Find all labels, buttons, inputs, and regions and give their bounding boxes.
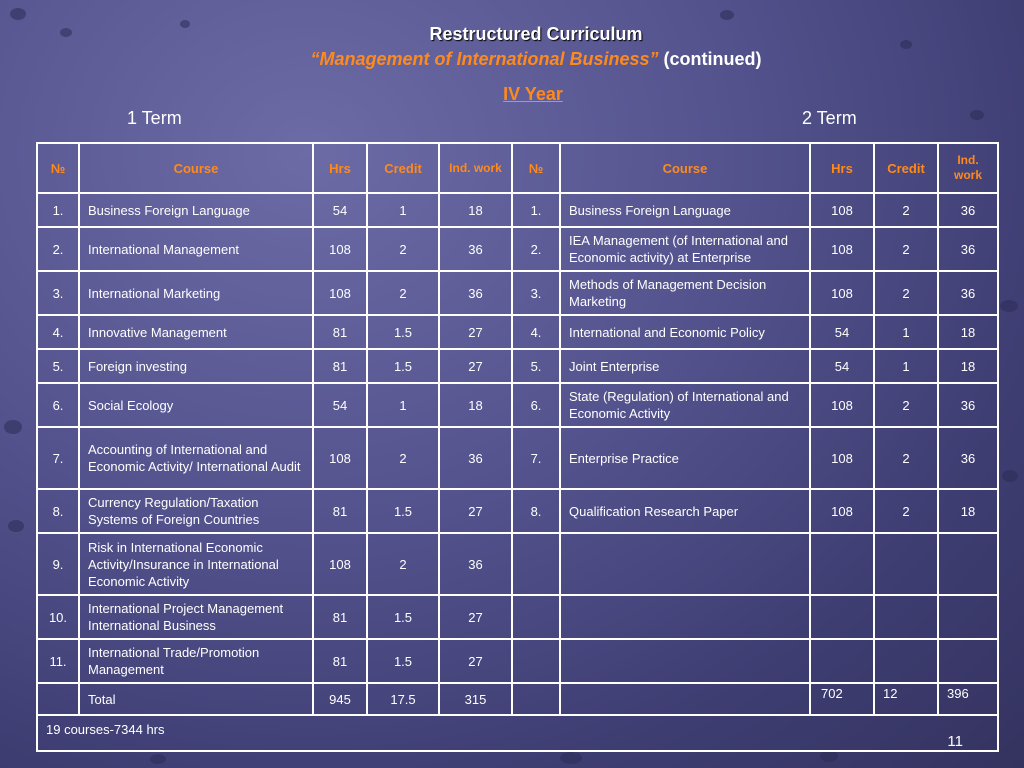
ind-work: 27 [439,489,512,533]
total-hrs-term2: 702 [810,683,874,715]
credit: 1.5 [367,489,439,533]
table-header-row [37,143,998,193]
credit: 1.5 [367,349,439,383]
hours: 108 [313,227,367,271]
course-name: IEA Management (of International and Economic activity) at Enterprise [560,227,810,271]
credit: 2 [367,427,439,489]
ind-work: 36 [938,427,998,489]
slide-title: Restructured Curriculum [429,24,643,44]
credit: 2 [874,193,938,227]
row-number [512,639,560,683]
credit: 1 [367,383,439,427]
total-cell [560,683,810,715]
col-header-hrs: Hrs [810,143,874,193]
course-name: International Management [79,227,313,271]
credit: 2 [874,427,938,489]
table-row [37,227,998,271]
ind-work: 27 [439,349,512,383]
hours: 108 [810,427,874,489]
ind-work: 27 [439,639,512,683]
hours [810,639,874,683]
row-number: 5. [37,349,79,383]
slide-subtitle [0,49,1024,70]
credit: 1 [874,349,938,383]
curriculum-table [36,142,999,752]
hours: 54 [313,383,367,427]
ind-work: 18 [938,489,998,533]
credit: 1.5 [367,639,439,683]
credit: 2 [874,489,938,533]
course-name [560,639,810,683]
credit: 2 [367,227,439,271]
course-name: International and Economic Policy [560,315,810,349]
course-name: Currency Regulation/Taxation Systems of Foreign Countries [79,489,313,533]
credit: 2 [874,227,938,271]
course-name: Qualification Research Paper [560,489,810,533]
col-header-course: Course [79,143,313,193]
course-name [560,533,810,595]
table-row [37,349,998,383]
row-number: 1. [512,193,560,227]
row-number: 4. [37,315,79,349]
row-number: 6. [512,383,560,427]
year-heading: IV Year [503,84,563,104]
ind-work: 27 [439,595,512,639]
table-row [37,533,998,595]
ind-work: 36 [439,427,512,489]
hours: 54 [313,193,367,227]
table-row [37,271,998,315]
hours: 81 [313,349,367,383]
table-row [37,427,998,489]
col-header-credit: Credit [367,143,439,193]
hours [810,533,874,595]
course-name: Foreign investing [79,349,313,383]
col-header-number: № [512,143,560,193]
row-number: 2. [512,227,560,271]
col-header-ind-work: Ind. work [938,143,998,193]
term1-heading: 1 Term [127,108,182,128]
ind-work [938,533,998,595]
col-header-number: № [37,143,79,193]
total-work-term1: 315 [439,683,512,715]
program-name: “Management of International Business” [310,49,659,69]
hours: 108 [313,271,367,315]
credit: 2 [874,271,938,315]
table-row [37,315,998,349]
hours [810,595,874,639]
hours: 108 [810,227,874,271]
ind-work: 27 [439,315,512,349]
total-label: Total [79,683,313,715]
row-number: 7. [37,427,79,489]
row-number: 7. [512,427,560,489]
total-cell [37,683,79,715]
col-header-hrs: Hrs [313,143,367,193]
course-name: Methods of Management Decision Marketing [560,271,810,315]
course-summary: 19 courses-7344 hrs [46,722,165,737]
course-name: State (Regulation) of International and Economic Activity [560,383,810,427]
row-number: 5. [512,349,560,383]
hours: 81 [313,595,367,639]
term2-heading: 2 Term [802,108,857,128]
course-name: International Marketing [79,271,313,315]
row-number: 1. [37,193,79,227]
row-number: 6. [37,383,79,427]
credit [874,639,938,683]
credit: 1.5 [367,315,439,349]
hours: 108 [810,489,874,533]
col-header-credit: Credit [874,143,938,193]
ind-work: 36 [439,533,512,595]
total-credit-term2: 12 [874,683,938,715]
course-name [560,595,810,639]
course-name: Business Foreign Language [79,193,313,227]
row-number: 11. [37,639,79,683]
footer-cell [37,715,998,751]
ind-work: 18 [439,193,512,227]
ind-work: 18 [439,383,512,427]
ind-work: 36 [938,383,998,427]
ind-work [938,595,998,639]
course-name: Social Ecology [79,383,313,427]
credit: 1 [874,315,938,349]
row-number: 3. [512,271,560,315]
credit: 2 [874,383,938,427]
row-number [512,595,560,639]
page-number: 11 [947,733,963,750]
col-header-ind-work: Ind. work [439,143,512,193]
hours: 54 [810,349,874,383]
hours: 108 [810,193,874,227]
row-number: 8. [37,489,79,533]
hours: 54 [810,315,874,349]
credit [874,533,938,595]
table-row [37,193,998,227]
hours: 81 [313,639,367,683]
credit: 1.5 [367,595,439,639]
table-row [37,639,998,683]
credit: 2 [367,271,439,315]
course-name: Risk in International Economic Activity/Insurance in International Economic Activity [79,533,313,595]
ind-work: 36 [938,271,998,315]
total-credit-term1: 17.5 [367,683,439,715]
ind-work: 36 [439,271,512,315]
row-number [512,533,560,595]
course-name: International Trade/Promotion Management [79,639,313,683]
total-cell [512,683,560,715]
ind-work: 18 [938,349,998,383]
credit: 2 [367,533,439,595]
course-name: International Project Management International Business [79,595,313,639]
total-hrs-term1: 945 [313,683,367,715]
row-number: 3. [37,271,79,315]
hours: 108 [313,427,367,489]
hours: 81 [313,315,367,349]
subtitle-suffix: (continued) [658,49,762,69]
col-header-course: Course [560,143,810,193]
total-row [37,683,998,715]
credit [874,595,938,639]
ind-work [938,639,998,683]
course-name: Business Foreign Language [560,193,810,227]
row-number: 8. [512,489,560,533]
course-name: Innovative Management [79,315,313,349]
ind-work: 18 [938,315,998,349]
ind-work: 36 [938,227,998,271]
hours: 108 [810,271,874,315]
row-number: 4. [512,315,560,349]
ind-work: 36 [439,227,512,271]
hours: 108 [313,533,367,595]
hours: 81 [313,489,367,533]
table-row [37,489,998,533]
credit: 1 [367,193,439,227]
total-work-term2: 396 [938,683,998,715]
course-name: Enterprise Practice [560,427,810,489]
table-row [37,383,998,427]
row-number: 10. [37,595,79,639]
table-row [37,595,998,639]
course-name: Joint Enterprise [560,349,810,383]
footer-row [37,715,998,751]
ind-work: 36 [938,193,998,227]
course-name: Accounting of International and Economic Activity/ International Audit [79,427,313,489]
hours: 108 [810,383,874,427]
row-number: 9. [37,533,79,595]
row-number: 2. [37,227,79,271]
